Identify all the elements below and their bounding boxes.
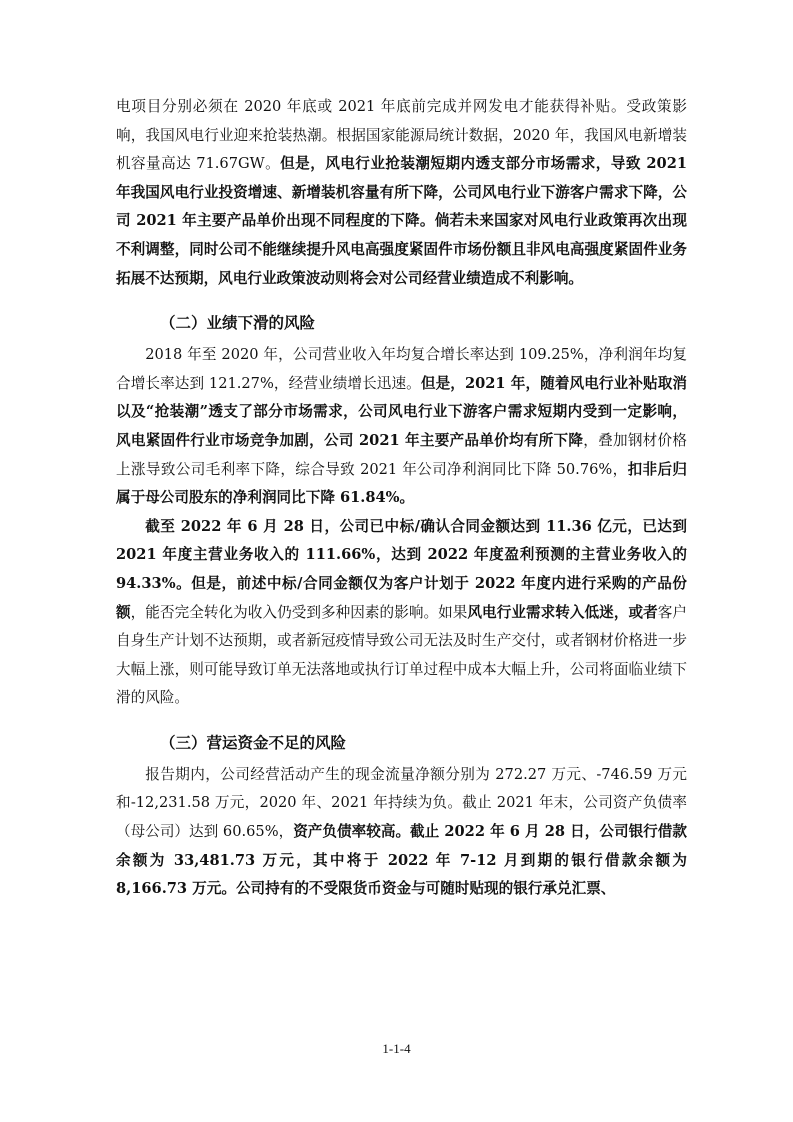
paragraph	[116, 761, 687, 904]
section-heading: （二）业绩下滑的风险	[160, 314, 316, 333]
bold-text: 但是，2021 年，随着风电行业补贴取消以及“抢装潮”透支了部分市场需求，公司风电行业下游客户需求短期内受到一定影响，风电紧固件行业市场竞争加剧，公司 2021 年主要产品单价均有所下降	[116, 374, 688, 449]
plain-text: 客户自身生产计划不达预期，或者新冠疫情导致公司无法及时生产交付，或者钢材价格进一步大幅上涨，则可能导致订单无法落地或执行订单过程中成本大幅上升，公司将面临业绩下滑的风险。	[116, 603, 687, 707]
plain-text: ，能否完全转化为收入仍受到多种因素的影响。如果	[130, 603, 468, 621]
bold-text: 但是，风电行业抢装潮短期内透支部分市场需求，导致 2021 年我国风电行业投资增速、新增装机容量有所下降，公司风电行业下游客户需求下降，公司 2021 年主要产品单价出现不同程度的下降。倘若未来国家对风电行业政策再次出现不利调整，同时公司不能继续提升风电高强度紧固件市场份额且非风电高强度紧固件业务拓展不达预期，风电行业政策波动则将会对公司经营业绩造成不利影响。	[116, 155, 688, 287]
plain-text: 电项目分别必须在 2020 年底或 2021 年底前完成并网发电才能获得补贴。受政策影响，我国风电行业迎来抢装热潮。根据国家能源局统计数据，2020 年，我国风电新增装机容量高达 71.67GW。	[116, 98, 687, 173]
paragraph	[116, 513, 687, 713]
bold-text: 扣非后归属于母公司股东的净利润同比下降 61.84%。	[116, 460, 687, 507]
bold-text: 风电行业需求转入低迷，或者	[467, 603, 658, 621]
plain-text: ，叠加钢材价格上涨导致公司毛利率下降，综合导致 2021 年公司净利润同比下降 50.76%，	[116, 431, 687, 478]
paragraph	[116, 93, 687, 293]
plain-text: 报告期内，公司经营活动产生的现金流量净额分别为 272.27 万元、-746.59 万元和-12,231.58 万元，2020 年、2021 年持续为负。截止 2021 年末，公司资产负债率（母公司）达到 60.65%，	[116, 765, 687, 841]
paragraph	[116, 341, 687, 513]
page-number: 1-1-4	[382, 1041, 411, 1056]
bold-text: 资产负债率较高。截止 2022 年 6 月 28 日，公司银行借款余额为 33,481.73 万元，其中将于 2022 年 7-12 月到期的银行借款余额为 8,166.73 万元。公司持有的不受限货币资金与可随时贴现的银行承兑汇票、	[116, 823, 687, 898]
plain-text: 2018 年至 2020 年，公司营业收入年均复合增长率达到 109.25%，净利润年均复合增长率达到 121.27%，经营业绩增长迅速。	[116, 346, 687, 392]
bold-text: 截至 2022 年 6 月 28 日，公司已中标/确认合同金额达到 11.36 亿元，已达到 2021 年度主营业务收入的 111.66%，达到 2022 年度盈利预测的主营业务收入的 94.33%。但是，前述中标/合同金额仅为客户计划于 2022 年度内进行采购的产品份额	[116, 517, 687, 621]
document-body	[116, 93, 687, 904]
section-heading: （三）营运资金不足的风险	[160, 733, 347, 752]
